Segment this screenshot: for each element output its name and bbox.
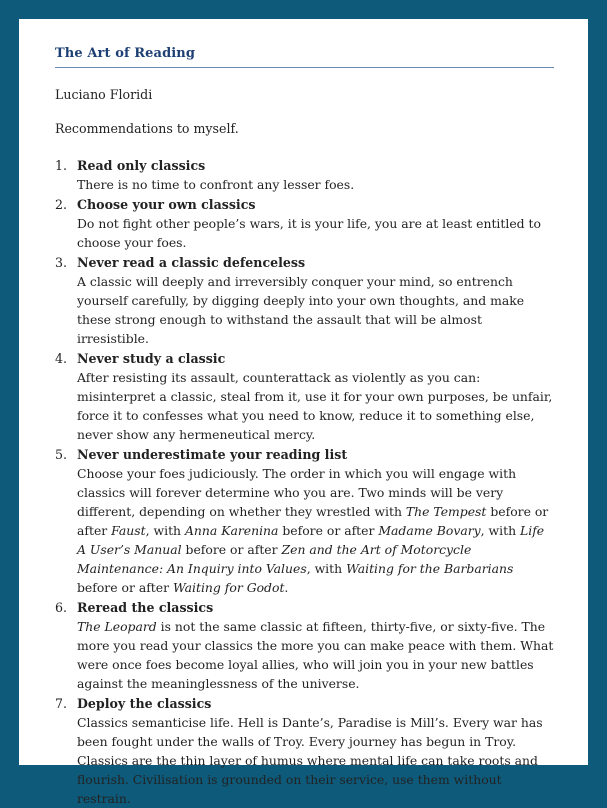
recommendations-list bbox=[55, 157, 554, 808]
item-heading: Read only classics bbox=[77, 158, 206, 173]
list-item bbox=[55, 196, 554, 252]
item-heading: Choose your own classics bbox=[77, 197, 256, 212]
item-number: 1. bbox=[55, 158, 68, 173]
item-number: 7. bbox=[55, 696, 68, 711]
list-item bbox=[55, 350, 554, 444]
italic-title: Anna Karenina bbox=[184, 523, 279, 538]
item-body bbox=[77, 617, 554, 693]
list-item bbox=[55, 446, 554, 597]
italic-title: Waiting for Godot bbox=[172, 580, 285, 595]
body-text: before or after bbox=[77, 504, 549, 538]
body-text: , with bbox=[480, 523, 521, 538]
italic-title: Faust bbox=[111, 523, 146, 538]
intro-line: Recommendations to myself. bbox=[55, 121, 239, 136]
item-heading: Deploy the classics bbox=[77, 696, 212, 711]
list-item bbox=[55, 157, 554, 194]
body-text: before or after bbox=[278, 523, 379, 538]
italic-title: The Leopard bbox=[77, 619, 157, 634]
item-number: 3. bbox=[55, 255, 68, 270]
item-number: 5. bbox=[55, 447, 68, 462]
body-text: Do not fight other people’s wars, it is your life, you are at least entitled to choose your foes. bbox=[77, 216, 541, 250]
item-heading: Never underestimate your reading list bbox=[77, 447, 348, 462]
italic-title: The Tempest bbox=[405, 504, 487, 519]
item-heading: Reread the classics bbox=[77, 600, 214, 615]
body-text: A classic will deeply and irreversibly conquer your mind, so entrench yourself carefully, by digging deeply into your own thoughts, and make these strong enough to withstand the assault that will be almost irresistible. bbox=[77, 274, 525, 346]
item-number: 6. bbox=[55, 600, 68, 615]
body-text: before or after bbox=[181, 542, 282, 557]
item-body bbox=[77, 464, 554, 597]
author-name: Luciano Floridi bbox=[55, 87, 153, 102]
italic-title: Waiting for the Barbarians bbox=[346, 561, 514, 576]
item-body bbox=[77, 272, 554, 348]
item-body bbox=[77, 175, 554, 194]
body-text: Choose your foes judiciously. The order in which you will engage with classics will forever determine who you are. Two minds will be very different, depending on whether they wrestled with bbox=[77, 466, 517, 519]
document-title: The Art of Reading bbox=[55, 46, 554, 68]
body-text: There is no time to confront any lesser foes. bbox=[77, 177, 355, 192]
document-page bbox=[19, 19, 588, 806]
body-text: , with bbox=[306, 561, 347, 576]
italic-title: Life A User’s Manual bbox=[77, 523, 545, 557]
body-text: , with bbox=[145, 523, 185, 538]
item-body bbox=[77, 368, 554, 444]
item-body bbox=[77, 214, 554, 252]
body-text: is not the same classic at fifteen, thirty-five, or sixty-five. The more you read your classics the more you can make peace with them. What were once foes become loyal allies, who will join you in your new battles against the meaninglessness of the universe. bbox=[77, 619, 554, 691]
item-heading: Never read a classic defenceless bbox=[77, 255, 306, 270]
italic-title: Zen and the Art of Motorcycle Maintenance: An Inquiry into Values bbox=[77, 542, 472, 576]
list-item bbox=[55, 599, 554, 693]
italic-title: Madame Bovary bbox=[378, 523, 481, 538]
body-text: After resisting its assault, counterattack as violently as you can: misinterpret a classic, steal from it, use it for your own purposes, be unfair, force it to confesses what you need to know, reduce it to something else, never show any hermeneutical mercy. bbox=[77, 370, 553, 442]
item-number: 4. bbox=[55, 351, 68, 366]
body-text: . bbox=[284, 580, 289, 595]
body-text: Classics semanticise life. Hell is Dante’s, Paradise is Mill’s. Every war has been fought under the walls of Troy. Every journey has begun in Troy. Classics are the thin layer of humus where mental life can take roots and flourish. Civilisation is grounded on their service, use them without restrain. bbox=[77, 715, 543, 806]
body-text: before or after bbox=[77, 580, 173, 595]
item-number: 2. bbox=[55, 197, 68, 212]
list-item bbox=[55, 254, 554, 348]
item-heading: Never study a classic bbox=[77, 351, 226, 366]
list-item bbox=[55, 695, 554, 808]
item-body bbox=[77, 713, 554, 808]
